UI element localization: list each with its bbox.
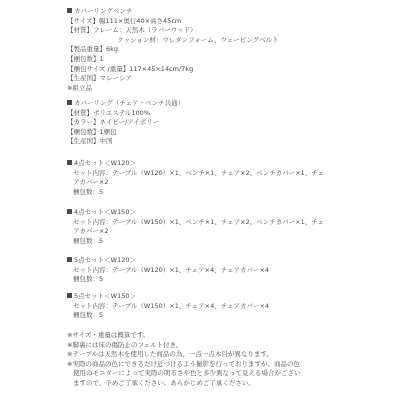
set-contents: セット内容：テーブル（W120）×1、ベンチ×1、チェア×2、ベンチカバー×1、チェ <box>73 168 325 177</box>
set-contents: セット内容：テーブル（W150）×1、チェア×4、チェアカバー×4 <box>73 301 270 310</box>
set-heading: 4点セット＜W150＞ <box>67 208 387 218</box>
set-package-count: 梱包数：5 <box>73 187 104 196</box>
bench-cushion: クッション材：ウレタンフォーム、ウェービングベルト <box>117 35 279 44</box>
set-package-count: 梱包数：5 <box>73 275 104 284</box>
square-bullet-icon <box>67 160 72 165</box>
note-line: ※実際の商品の色にできるだけ近づけるよう撮影を行っておりますが、商品の色 <box>67 359 300 368</box>
bench-heading: カバーリングベンチ <box>67 7 387 17</box>
set-heading: 5点セット＜W150＞ <box>67 292 387 302</box>
set-heading: 5点セット＜W120＞ <box>67 256 387 266</box>
note-line: ※脚裏には床の傷防止のフェルト付き。 <box>67 340 183 349</box>
square-bullet-icon <box>67 100 72 105</box>
set-5-w120 <box>67 256 387 285</box>
bench-material: 【材質】フレーム：天然木（ラバーウッド） <box>67 26 197 35</box>
set-package-count: 梱包数：5 <box>73 236 104 245</box>
bench-package-size: 【梱包サイズ /重量】117×45×14cm/7kg <box>67 64 194 73</box>
set-4-w150 <box>67 208 387 246</box>
set-contents-cont: アカバー×2 <box>73 178 109 187</box>
square-bullet-icon <box>67 293 72 298</box>
note-line: ますので、予めご了承ください。あらかじめご了承ください。 <box>73 378 255 387</box>
bench-size: 【サイズ】幅111×奥行40×高さ45cm <box>67 16 182 25</box>
cover-package-count: 【梱包数】1梱包 <box>67 127 117 136</box>
set-contents: セット内容：テーブル（W120）×1、チェア×4、チェアカバー×4 <box>73 265 270 274</box>
set-contents-cont: アカバー×2 <box>73 227 109 236</box>
note-line: 使用のモニターによって実際の明るさや色と多少異なって見える場合がござい <box>73 369 301 378</box>
cover-color: 【カラー】ネイビー/アイボリー <box>67 118 160 127</box>
note-line: ※テーブルは天然木を使用した商品の為、一点一点木目が異なります。 <box>67 350 273 359</box>
square-bullet-icon <box>67 257 72 262</box>
note-line: ※サイズ・重量は概算です。 <box>67 331 150 339</box>
cover-heading: カバーリング（チェア・ベンチ共通） <box>67 99 387 109</box>
cover-origin: 【生産国】中国 <box>67 137 113 146</box>
bench-assembly-note: ※組立品 <box>67 83 92 92</box>
set-heading: 4点セット＜W120＞ <box>67 159 387 169</box>
bench-weight: 【製品重量】6kg <box>67 45 119 54</box>
bench-origin: 【生産国】マレーシア <box>67 74 132 83</box>
cover-section <box>67 99 387 147</box>
cover-material: 【材質】ポリエステル100% <box>67 108 150 117</box>
bench-section <box>67 7 387 93</box>
notes-section <box>67 331 387 389</box>
square-bullet-icon <box>67 209 72 214</box>
square-bullet-icon <box>67 8 72 13</box>
set-4-w120 <box>67 159 387 197</box>
set-5-w150 <box>67 292 387 321</box>
bench-package-count: 【梱包数】1 <box>67 54 104 63</box>
set-contents: セット内容：テーブル（W150）×1、ベンチ×1、チェア×2、ベンチカバー×1、チェ <box>73 217 325 226</box>
set-package-count: 梱包数：5 <box>73 311 104 320</box>
